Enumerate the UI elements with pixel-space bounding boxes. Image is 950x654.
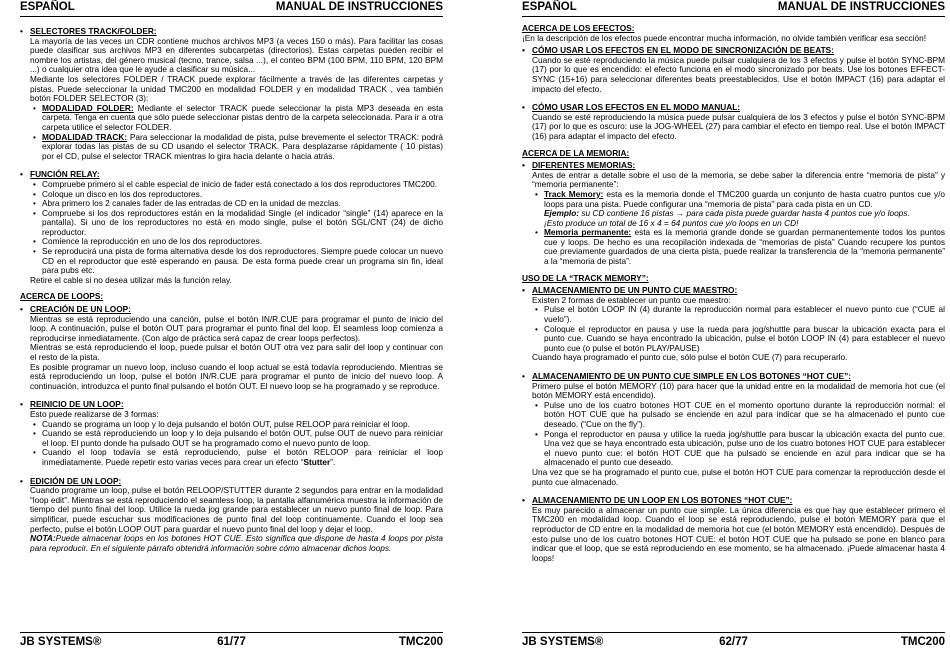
list-item: • Ponga el reproductor en pausa y utilice la rueda jog/shuttle para buscar la ubicación exacta del punto cue. Una vez que se haya encontrado esta ubicación, pulse uno de los cuatro botones HOT CUE para establecer el nuevo punto cue: el botón HOT CUE que ha pulsado se enciende en azul para indicar que se ha almacenado el punto cue deseado.: [544, 430, 945, 468]
list-item: • Comience la reproducción en uno de los dos reproductores.: [42, 237, 443, 247]
bullet-list: [20, 104, 443, 162]
subsection-heading: • DIFERENTES MEMORIAS:: [522, 161, 945, 171]
section-heading: ACERCA DE LA MEMORIA:: [522, 147, 630, 158]
paragraph: Mientras se está reproduciendo el loop, puede pulsar el botón OUT otra vez para salir del loop y continuar con el resto de la pista.: [30, 342, 443, 362]
paragraph: Esto puede realizarse de 3 formas:: [30, 408, 159, 419]
paragraph: Una vez que se ha programado el punto cue, pulse el botón HOT CUE para comenzar la reproducción desde el punto cue almacenado.: [532, 466, 945, 487]
list-item: • Compruebe si los dos reproductores están en la modalidad Single (el indicador “single” (14) aparece en la pantalla). Si uno de los reproductores no está en modo single, pulse el botón SGL/CNT (24) de dicho reproductor.: [42, 209, 443, 238]
section-heading: ACERCA DE LOOPS:: [20, 291, 104, 302]
left-page: [20, 0, 443, 654]
list-item-text: ”.: [330, 456, 336, 467]
paragraph: La mayoría de las veces un CDR contiene muchos archivos MP3 (a veces 150 o más). Para facilitar las cosas puede clasificar sus archivos MP3 en diferentes subcarpetas (directorios). Estas carpetas pueden recibir el nombre los artistas, del género musical (tecno, trance, salsa ...), el conteo BPM (100 BPM, 110 BPM, 120 BPM ...) o cualquier otra idea que le ayude a clasificar su música...: [30, 35, 443, 75]
paragraph: Primero pulse el botón MEMORY (10) para hacer que la unidad entre en la modalidad de memoria hot cue (el botón MEMORY está encendido).: [532, 380, 945, 401]
paragraph: Cuando haya programado el punto cue, sólo pulse el botón CUE (7) para recuperarlo.: [532, 352, 848, 363]
subsection-heading-text: EDICIÓN DE UN LOOP: [30, 475, 119, 486]
subsection-heading: • CREACIÓN DE UN LOOP:: [20, 305, 443, 315]
page-content: [20, 24, 443, 630]
footer-page-number: 61/77: [217, 636, 246, 648]
list-item: [42, 448, 443, 467]
bullet-list: [522, 190, 945, 209]
paragraph: Mediante los selectores FOLDER / TRACK puede explorar fácilmente a través de las diferentes carpetas y pistas. Puede seleccionar la unidad TMC200 en modalidad FOLDER y en modalidad TRACK , vea también botón FOLDER SELECTOR (3):: [30, 73, 443, 104]
list-item-text: Cuando el loop todavía se está reproduciendo, pulse el botón RELOOP para reiniciar el loop inmediatamente. Puede repetir esto varias veces para crear un efecto “: [42, 447, 443, 467]
right-page: [522, 0, 945, 654]
example: ¡Esto produce un total de 16 x 4 = 64 puntos cue y/o loops en un CD!: [544, 217, 799, 228]
paragraph: Existen 2 formas de establecer un punto cue maestro:: [532, 294, 731, 305]
paragraph: Retire el cable si no desea utilizar más la función relay.: [30, 274, 232, 285]
paragraph: Es muy parecido a almacenar un punto cue simple. La única diferencia es que hay que establecer primero el TMC200 en modalidad loop. Cuando el loop se está reproduciendo, pulse el botón MEMORY para que el reproductor de CD entre en la modalidad de memoria hot cue (el botón MEMORY está encendido). Después de esto pulse uno de los cuatro botones HOT CUE: el botón HOT CUE que ha pulsado se pone en blanco para indicar que el loop, que se está reproduciendo en ese momento, se ha almacenado. ¡Puede almacenar hasta 4 loops!: [532, 504, 945, 563]
bullet-list: [522, 228, 945, 266]
list-item: • Pulse uno de los cuatro botones HOT CUE en el momento oportuno durante la reproducción normal: el botón HOT CUE que ha pulsado se enciende en azul para indicar que se ha almacenado el punto cue deseado. (“Cue on the fly”).: [544, 401, 945, 430]
subsection-heading-text: REINICIO DE UN LOOP: [30, 399, 121, 410]
heading-colon: :: [120, 399, 124, 410]
footer-model: TMC200: [900, 636, 945, 648]
section-heading: USO DE LA “TRACK MEMORY”:: [522, 272, 649, 283]
list-item-text: Mediante el selector TRACK puede seleccionar la pista MP3 deseada en esta carpeta. Tenga en cuenta que sólo puede seleccionar pistas dentro de la carpeta seleccionada. Para ir a otra carpeta utilice el selector FOLDER.: [42, 102, 443, 132]
list-item: [42, 104, 443, 133]
paragraph: Mientras se está reproduciendo una canción, pulse el botón IN/R.CUE para programar el punto de inicio del loop. A continuación, pulse el botón OUT para programar el punto final del loop. El seamless loop comienza a reproducirse inmediatamente. (Con algo de práctica será capaz de crear loops perfectos).: [30, 313, 443, 343]
page-footer: [522, 632, 945, 653]
header-language: ESPAÑOL: [20, 1, 75, 13]
list-item: • Cuando se programa un loop y lo deja pulsando el botón OUT, pulse RELOOP para reiniciar el loop.: [42, 420, 443, 430]
paragraph: Cuando se esté reproduciendo la música puede pulsar cualquiera de los 3 efectos y pulse el botón SYNC-BPM (17) por lo que es oscuro: use la JOG-WHEEL (27) para cambiar el efecto en tiempo real. Use el botón IMPACT (16) para adaptar el impacto del efecto.: [532, 111, 945, 141]
example-text: su CD contiene 16 pistas → para cada pista puede guardar hasta 4 puntos cue y/o loops.: [579, 208, 910, 219]
note-label: NOTA:: [30, 533, 56, 544]
section-heading: • SELECTORES TRACK/FOLDER:: [20, 27, 443, 37]
subsection-heading: [20, 400, 443, 410]
example-label: Ejemplo:: [544, 208, 580, 219]
note-text: Puede almacenar loops en los botones HOT CUE. Esto significa que dispone de hasta 4 loops por pista para reproducir. En el siguiente párrafo obtendrá información sobre cómo almacenar dichos loops.: [30, 533, 443, 553]
paragraph: Cuando programe un loop, pulse el botón RELOOP/STUTTER durante 2 segundos para entrar en la modalidad “loop edit”. Mientras se está reproduciendo el seamless loop, la pantalla alfanumérica muestra la información de tiempo del punto final del loop. Utilice la rueda jog grande para establecer un nuevo punto final de loop. Para simplificar, puede escuchar sus modificaciones de punto final del loop continuamente. Cuando el loop sea perfecto, pulse el botón LOOP OUT para guardar el nuevo punto final del loop y dejar el loop.: [30, 485, 443, 534]
paragraph: ¡En la descripción de los efectos puede encontrar mucha información, no olvide también verificar esa sección!: [522, 32, 926, 43]
list-item-text: esta es la memoria grande donde se guardan permanentemente todos los puntos cue y loops. De hecho es una recopilación indexada de “memorias de pista” Cuando recupere los puntos cue previamente guardados de una cierta pista, puede realizar la transferencia de la “memoria permanente” a la “memoria de pista”.: [544, 227, 946, 267]
page-footer: [20, 632, 443, 653]
page-header: [522, 0, 945, 17]
bullet-list: [20, 180, 443, 276]
section-heading: ACERCA DE LOS EFECTOS:: [522, 23, 635, 33]
list-item-text: esta es la memoria donde el TMC200 guarda un conjunto de hasta cuatro puntos cue y/o loops para una pista. Puede configurar una “memoria de pista” para cada pista en un CD.: [544, 188, 945, 209]
bullet-list: [522, 305, 945, 353]
list-item-label: Memoria permanente:: [544, 227, 632, 238]
list-item: • Coloque el reproductor en pausa y use la rueda para jog/shuttle para buscar la ubicación exacta para el punto cue. Cuando se haya encontrado la ubicación, pulse el botón LOOP IN (4) para establecer el nuevo punto cue (o pulse el botón PLAY/PAUSE): [544, 325, 945, 354]
subsection-heading: • CÓMO USAR LOS EFECTOS EN EL MODO MANUAL:: [522, 103, 945, 113]
list-item-label: MODALIDAD TRACK:: [42, 131, 128, 142]
section-heading: • FUNCIÓN RELAY:: [20, 170, 443, 180]
list-item: • Abra primero los 2 canales fader de las entradas de CD en la unidad de mezclas.: [42, 199, 443, 209]
paragraph: Antes de entrar a detalle sobre el uso de la memoria, se debe saber la diferencia entre “memoria de pista” y “memoria permanente”:: [532, 169, 945, 190]
list-item-label: Track Memory:: [544, 188, 604, 199]
footer-brand: JB SYSTEMS®: [522, 636, 604, 648]
list-item: • Coloque un disco en los dos reproductores.: [42, 190, 443, 200]
header-title: MANUAL DE INSTRUCCIONES: [777, 1, 945, 13]
subsection-heading: • ALMACENAMIENTO DE UN LOOP EN LOS BOTONES “HOT CUE”:: [522, 496, 945, 506]
bullet-list: [20, 420, 443, 468]
list-item-text: Para seleccionar la modalidad de pista, pulse brevemente el selector TRACK: podrá explorar todas las pistas de su CD usando el selector TRACK. Para desplazarse rápidamente ( 10 pistas) por el CD, pulse el selector TRACK mientras lo gira hacia delante o hacia atrás.: [42, 131, 443, 161]
footer-brand: JB SYSTEMS®: [20, 636, 102, 648]
bullet-list: [522, 401, 945, 468]
list-item: • Pulse el botón LOOP IN (4) durante la reproducción normal para establecer el nuevo punto cue (“CUE al vuelo”).: [544, 305, 945, 324]
subsection-heading: • ALMACENAMIENTO DE UN PUNTO CUE MAESTRO:: [522, 286, 945, 296]
note: [20, 534, 443, 553]
list-item: [42, 133, 443, 162]
heading-colon: :: [118, 475, 122, 486]
header-title: MANUAL DE INSTRUCCIONES: [275, 1, 443, 13]
list-item: • Cuando se está reproduciendo un loop y lo deja pulsando el botón OUT, pulse OUT de nuevo para reiniciar el loop. El punto donde ha pulsado OUT se ha programado como el nuevo punto de loop.: [42, 429, 443, 448]
paragraph: Cuando se esté reproduciendo la música puede pulsar cualquiera de los 3 efectos y pulse el botón SYNC-BPM (17) por lo que es encendido: el efecto funciona en el modo sincronizado por beats. Use los botones EFFECT-SYNC (15+16) para seleccionar diferentes beats preestablecidos. Use el botón IMPACT (16) para adaptar el impacto del efecto.: [532, 54, 945, 94]
header-language: ESPAÑOL: [522, 1, 577, 13]
page-header: [20, 0, 443, 17]
list-item: [544, 190, 945, 209]
paragraph: Es posible programar un nuevo loop, incluso cuando el loop actual se está todavía reproduciendo. Mientras se está reproduciendo un loop, pulse el botón IN/R.CUE para programar el punto de inicio del nuevo loop. A continuación, introduzca el punto final pulsando el botón OUT. El nuevo loop se ha programado y se reproduce.: [30, 361, 443, 391]
subsection-heading: • ALMACENAMIENTO DE UN PUNTO CUE SIMPLE EN LOS BOTONES “HOT CUE”:: [522, 372, 945, 382]
subsection-heading: [20, 477, 443, 487]
stutter-label: Stutter: [303, 456, 331, 467]
page-content: [522, 24, 945, 630]
list-item-label: MODALIDAD FOLDER:: [42, 102, 134, 113]
footer-model: TMC200: [398, 636, 443, 648]
subsection-heading: • CÓMO USAR LOS EFECTOS EN EL MODO DE SINCRONIZACIÓN DE BEATS:: [522, 46, 945, 56]
footer-page-number: 62/77: [719, 636, 748, 648]
list-item: • Se reproducirá una pista de forma alternativa desde los dos reproductores. Siempre puede colocar un nuevo CD en el reproductor que esté esperando en pausa. De esta forma puede crear un programa sin fin, ideal para pubs etc.: [42, 247, 443, 276]
list-item: [544, 228, 945, 266]
list-item: • Compruebe primero si el cable especial de inicio de fader está conectado a los dos reproductores TMC200.: [42, 180, 443, 190]
